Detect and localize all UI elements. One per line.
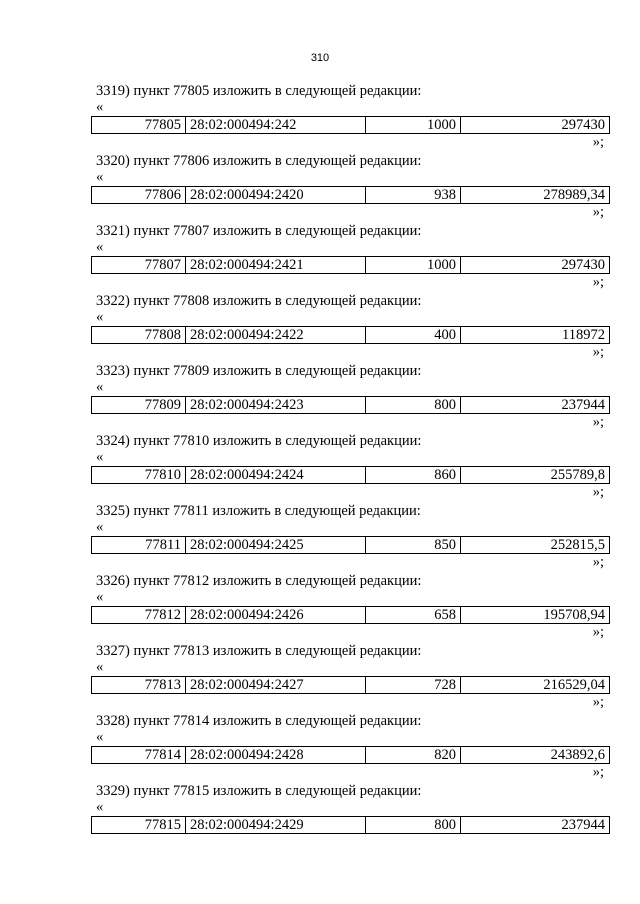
table-row (92, 397, 610, 414)
amendment-table (91, 326, 610, 344)
amendment-table (91, 606, 610, 624)
amendment-entry (0, 713, 640, 783)
opening-quote: « (96, 659, 104, 675)
amendment-heading: 3321) пункт 77807 изложить в следующей редакции: (96, 223, 422, 239)
amendment-table (91, 676, 610, 694)
item-number-cell: 77812 (92, 607, 186, 624)
amendment-table (91, 116, 610, 134)
closing-quote: »; (592, 484, 604, 500)
cadastral-number-cell: 28:02:000494:2423 (186, 397, 366, 414)
amendment-heading: 3329) пункт 77815 изложить в следующей редакции: (96, 783, 422, 799)
amendment-entry (0, 83, 640, 153)
table-row (92, 817, 610, 834)
amendment-table (91, 256, 610, 274)
opening-quote: « (96, 589, 104, 605)
area-cell: 800 (366, 397, 461, 414)
amendment-heading: 3328) пункт 77814 изложить в следующей редакции: (96, 713, 422, 729)
area-cell: 658 (366, 607, 461, 624)
amendment-list (0, 83, 640, 853)
amendment-entry (0, 573, 640, 643)
value-cell: 278989,34 (461, 187, 610, 204)
area-cell: 1000 (366, 117, 461, 134)
amendment-table (91, 536, 610, 554)
cadastral-number-cell: 28:02:000494:2421 (186, 257, 366, 274)
amendment-table (91, 396, 610, 414)
item-number-cell: 77809 (92, 397, 186, 414)
closing-quote: »; (592, 554, 604, 570)
item-number-cell: 77813 (92, 677, 186, 694)
amendment-heading: 3325) пункт 77811 изложить в следующей редакции: (96, 503, 421, 519)
cadastral-number-cell: 28:02:000494:2420 (186, 187, 366, 204)
area-cell: 938 (366, 187, 461, 204)
amendment-entry (0, 783, 640, 853)
amendment-entry (0, 223, 640, 293)
table-row (92, 257, 610, 274)
item-number-cell: 77814 (92, 747, 186, 764)
opening-quote: « (96, 99, 104, 115)
item-number-cell: 77805 (92, 117, 186, 134)
amendment-entry (0, 643, 640, 713)
closing-quote: »; (592, 134, 604, 150)
area-cell: 820 (366, 747, 461, 764)
item-number-cell: 77810 (92, 467, 186, 484)
cadastral-number-cell: 28:02:000494:2422 (186, 327, 366, 344)
opening-quote: « (96, 239, 104, 255)
amendment-table (91, 186, 610, 204)
area-cell: 1000 (366, 257, 461, 274)
page-number: 310 (310, 52, 330, 64)
cadastral-number-cell: 28:02:000494:242 (186, 117, 366, 134)
cadastral-number-cell: 28:02:000494:2429 (186, 817, 366, 834)
value-cell: 297430 (461, 257, 610, 274)
table-row (92, 187, 610, 204)
value-cell: 216529,04 (461, 677, 610, 694)
value-cell: 255789,8 (461, 467, 610, 484)
cadastral-number-cell: 28:02:000494:2428 (186, 747, 366, 764)
area-cell: 728 (366, 677, 461, 694)
table-row (92, 537, 610, 554)
amendment-table (91, 816, 610, 834)
opening-quote: « (96, 379, 104, 395)
opening-quote: « (96, 799, 104, 815)
amendment-entry (0, 503, 640, 573)
amendment-heading: 3322) пункт 77808 изложить в следующей редакции: (96, 293, 422, 309)
closing-quote: »; (592, 694, 604, 710)
item-number-cell: 77807 (92, 257, 186, 274)
amendment-heading: 3320) пункт 77806 изложить в следующей редакции: (96, 153, 422, 169)
amendment-heading: 3319) пункт 77805 изложить в следующей редакции: (96, 83, 422, 99)
closing-quote: »; (592, 274, 604, 290)
amendment-table (91, 466, 610, 484)
closing-quote: »; (592, 624, 604, 640)
amendment-entry (0, 293, 640, 363)
item-number-cell: 77811 (92, 537, 186, 554)
opening-quote: « (96, 449, 104, 465)
table-row (92, 467, 610, 484)
amendment-heading: 3323) пункт 77809 изложить в следующей редакции: (96, 363, 422, 379)
amendment-heading: 3324) пункт 77810 изложить в следующей редакции: (96, 433, 422, 449)
closing-quote: »; (592, 414, 604, 430)
amendment-entry (0, 153, 640, 223)
table-row (92, 117, 610, 134)
item-number-cell: 77815 (92, 817, 186, 834)
table-row (92, 607, 610, 624)
value-cell: 118972 (461, 327, 610, 344)
value-cell: 243892,6 (461, 747, 610, 764)
amendment-entry (0, 363, 640, 433)
amendment-heading: 3327) пункт 77813 изложить в следующей редакции: (96, 643, 422, 659)
opening-quote: « (96, 309, 104, 325)
value-cell: 195708,94 (461, 607, 610, 624)
amendment-heading: 3326) пункт 77812 изложить в следующей редакции: (96, 573, 422, 589)
cadastral-number-cell: 28:02:000494:2427 (186, 677, 366, 694)
cadastral-number-cell: 28:02:000494:2425 (186, 537, 366, 554)
closing-quote: »; (592, 204, 604, 220)
amendment-table (91, 746, 610, 764)
amendment-entry (0, 433, 640, 503)
value-cell: 237944 (461, 817, 610, 834)
item-number-cell: 77806 (92, 187, 186, 204)
value-cell: 297430 (461, 117, 610, 134)
closing-quote: »; (592, 764, 604, 780)
cadastral-number-cell: 28:02:000494:2424 (186, 467, 366, 484)
opening-quote: « (96, 169, 104, 185)
closing-quote: »; (592, 344, 604, 360)
table-row (92, 327, 610, 344)
table-row (92, 747, 610, 764)
area-cell: 800 (366, 817, 461, 834)
area-cell: 850 (366, 537, 461, 554)
value-cell: 237944 (461, 397, 610, 414)
table-row (92, 677, 610, 694)
item-number-cell: 77808 (92, 327, 186, 344)
cadastral-number-cell: 28:02:000494:2426 (186, 607, 366, 624)
opening-quote: « (96, 729, 104, 745)
area-cell: 400 (366, 327, 461, 344)
value-cell: 252815,5 (461, 537, 610, 554)
area-cell: 860 (366, 467, 461, 484)
opening-quote: « (96, 519, 104, 535)
